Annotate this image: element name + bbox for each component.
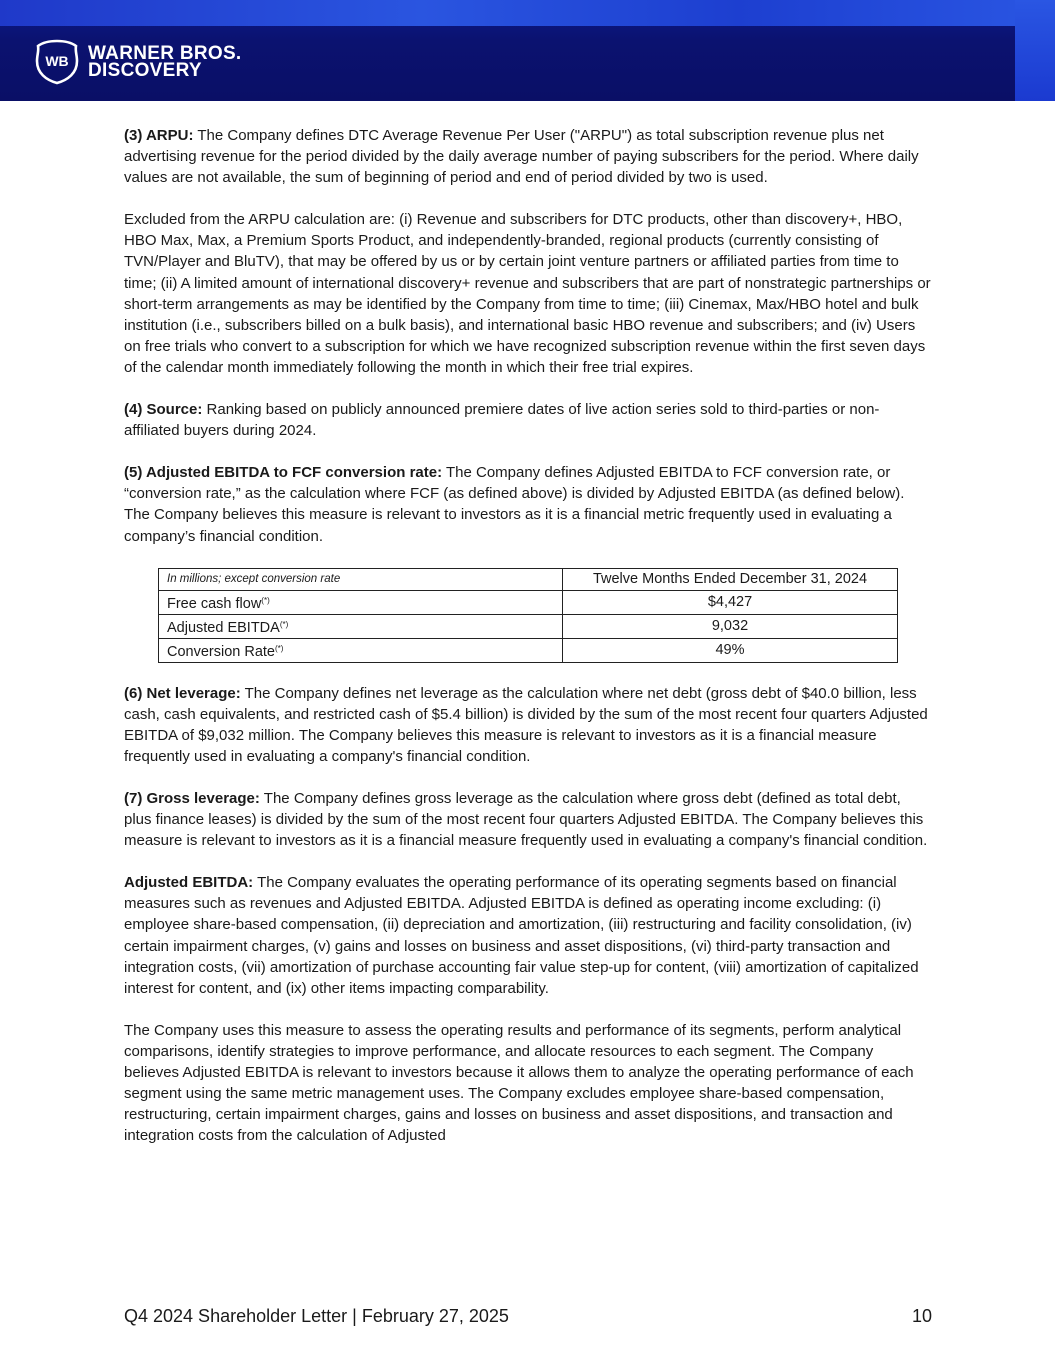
header-accent-band bbox=[0, 0, 1055, 26]
page-footer bbox=[124, 1306, 932, 1327]
table-header-row bbox=[159, 568, 898, 590]
source-paragraph bbox=[124, 399, 932, 441]
row-label-text: Conversion Rate bbox=[167, 643, 275, 660]
arpu-heading: (3) ARPU: bbox=[124, 127, 194, 144]
footnote-marker: (*) bbox=[279, 619, 289, 629]
footer-title: Q4 2024 Shareholder Letter | February 27, 2025 bbox=[124, 1306, 509, 1326]
conversion-body: The Company defines Adjusted EBITDA to FCF conversion rate, or “conversion rate,” as the calculation where FCF (as defined above) is divided by Adjusted EBITDA (as defined below). The Company believes this measure is relevant to investors as it is a financial metric frequently used in evaluating a company’s financial condition. bbox=[124, 464, 905, 545]
conversion-rate-table bbox=[158, 568, 898, 663]
svg-text:WB: WB bbox=[45, 53, 69, 69]
gross-leverage-heading: (7) Gross leverage: bbox=[124, 789, 260, 807]
page-header bbox=[0, 0, 1055, 101]
logo-line-2: DISCOVERY bbox=[88, 60, 202, 81]
net-leverage-heading: (6) Net leverage: bbox=[124, 684, 241, 702]
source-heading: (4) Source: bbox=[124, 401, 203, 419]
table-header-period: Twelve Months Ended December 31, 2024 bbox=[563, 568, 898, 590]
conversion-paragraph bbox=[124, 462, 932, 546]
company-logo bbox=[34, 40, 242, 84]
net-leverage-body: The Company defines net leverage as the calculation where net debt (gross debt of $40.0 billion, less cash, cash equivalents, and restricted cash of $5.4 billion) is divided by the sum of the most recent four quarters Adjusted EBITDA of $9,032 million. The Company believes this measure is relevant to investors as it is a financial measure frequently used in evaluating a company's financial condition. bbox=[124, 684, 928, 765]
ebitda-uses-paragraph: The Company uses this measure to assess the operating results and performance of its segments, perform analytical comparisons, identify strategies to improve performance, and allocate resources to each segment. The Company believes Adjusted EBITDA is relevant to investors because it allows them to analyze the operating performance of each segment using the same metric management uses. The Company excludes employee share-based compensation, restructuring, certain impairment charges, gains and losses on business and asset dispositions, and transaction and integration costs from the calculation of Adjusted bbox=[124, 1021, 914, 1145]
row-label-text: Adjusted EBITDA bbox=[167, 619, 280, 636]
conversion-heading: (5) Adjusted EBITDA to FCF conversion rate: bbox=[124, 464, 443, 482]
logo-line-1: WARNER BROS. bbox=[88, 43, 242, 64]
excluded-paragraph: Excluded from the ARPU calculation are: (i) Revenue and subscribers for DTC products, other than discovery+, HBO, HBO Max, Max, a Premium Sports Product, and independently-branded, regional products (currently consisting of TVN/Player and BluTV), that may be offered by us or by certain joint venture partners or affiliated parties from time to time; (ii) A limited amount of international discovery+ revenue and subscribers that are part of nonstrategic partnerships or short-term arrangements as may be identified by the Company from time to time; (iii) Cinemax, Max/HBO hotel and bulk institution (i.e., subscribers billed on a bulk basis), and international basic HBO revenue and subscribers; and (iv) Users on free trials who convert to a subscription for which we have recognized subscription revenue within the first seven days of the calendar month immediately following the month in which their free trial expires. bbox=[124, 211, 931, 376]
table-row bbox=[159, 590, 898, 614]
gross-leverage-paragraph bbox=[124, 788, 932, 851]
footnote-marker: (*) bbox=[261, 595, 270, 605]
page-number: 10 bbox=[911, 1306, 932, 1326]
source-body: Ranking based on publicly announced premiere dates of live action series sold to third-parties or non-affiliated buyers during 2024. bbox=[124, 401, 880, 440]
row-label-text: Free cash flow bbox=[167, 595, 262, 612]
arpu-body: The Company defines DTC Average Revenue Per User ("ARPU") as total subscription revenue plus net advertising revenue for the period divided by the daily average number of paying subscribers for the period. Where daily values are not available, the sum of beginning of period and end of period divided by two is used. bbox=[124, 127, 919, 187]
letter-body bbox=[124, 125, 932, 1167]
arpu-paragraph bbox=[124, 125, 932, 188]
adjusted-ebitda-heading: Adjusted EBITDA: bbox=[124, 874, 254, 892]
adjusted-ebitda-body: The Company evaluates the operating performance of its operating segments based on financial measures such as revenues and Adjusted EBITDA. Adjusted EBITDA is defined as operating income excluding: (i) employee share-based compensation, (ii) depreciation and amortization, (iii) restructuring and facility consolidation, (iv) certain impairment charges, (v) gains and losses on business and asset dispositions, (vi) third-party transaction and integration costs, (vii) amortization of purchase accounting fair value step-up for content, (viii) amortization of capitalized interest for content, and (ix) other items impacting comparability. bbox=[124, 874, 919, 997]
row-label bbox=[159, 614, 563, 638]
row-value: 9,032 bbox=[563, 614, 898, 638]
table-row bbox=[159, 614, 898, 638]
row-value: 49% bbox=[563, 638, 898, 662]
wb-shield-icon bbox=[34, 39, 80, 85]
table-header-label: In millions; except conversion rate bbox=[159, 568, 563, 590]
net-leverage-paragraph bbox=[124, 683, 932, 767]
logo-wordmark bbox=[88, 45, 242, 79]
footnote-marker: (*) bbox=[275, 643, 284, 653]
row-value: $4,427 bbox=[563, 590, 898, 614]
row-label bbox=[159, 590, 563, 614]
row-label bbox=[159, 638, 563, 662]
table-row bbox=[159, 638, 898, 662]
gross-leverage-body: The Company defines gross leverage as the calculation where gross debt (defined as total debt, plus finance leases) is divided by the sum of the most recent four quarters Adjusted EBITDA. The Company believes this measure is relevant to investors as it is a financial measure frequently used in evaluating a company's financial condition. bbox=[124, 789, 928, 850]
adjusted-ebitda-paragraph bbox=[124, 872, 932, 999]
header-right-accent bbox=[1015, 0, 1055, 101]
